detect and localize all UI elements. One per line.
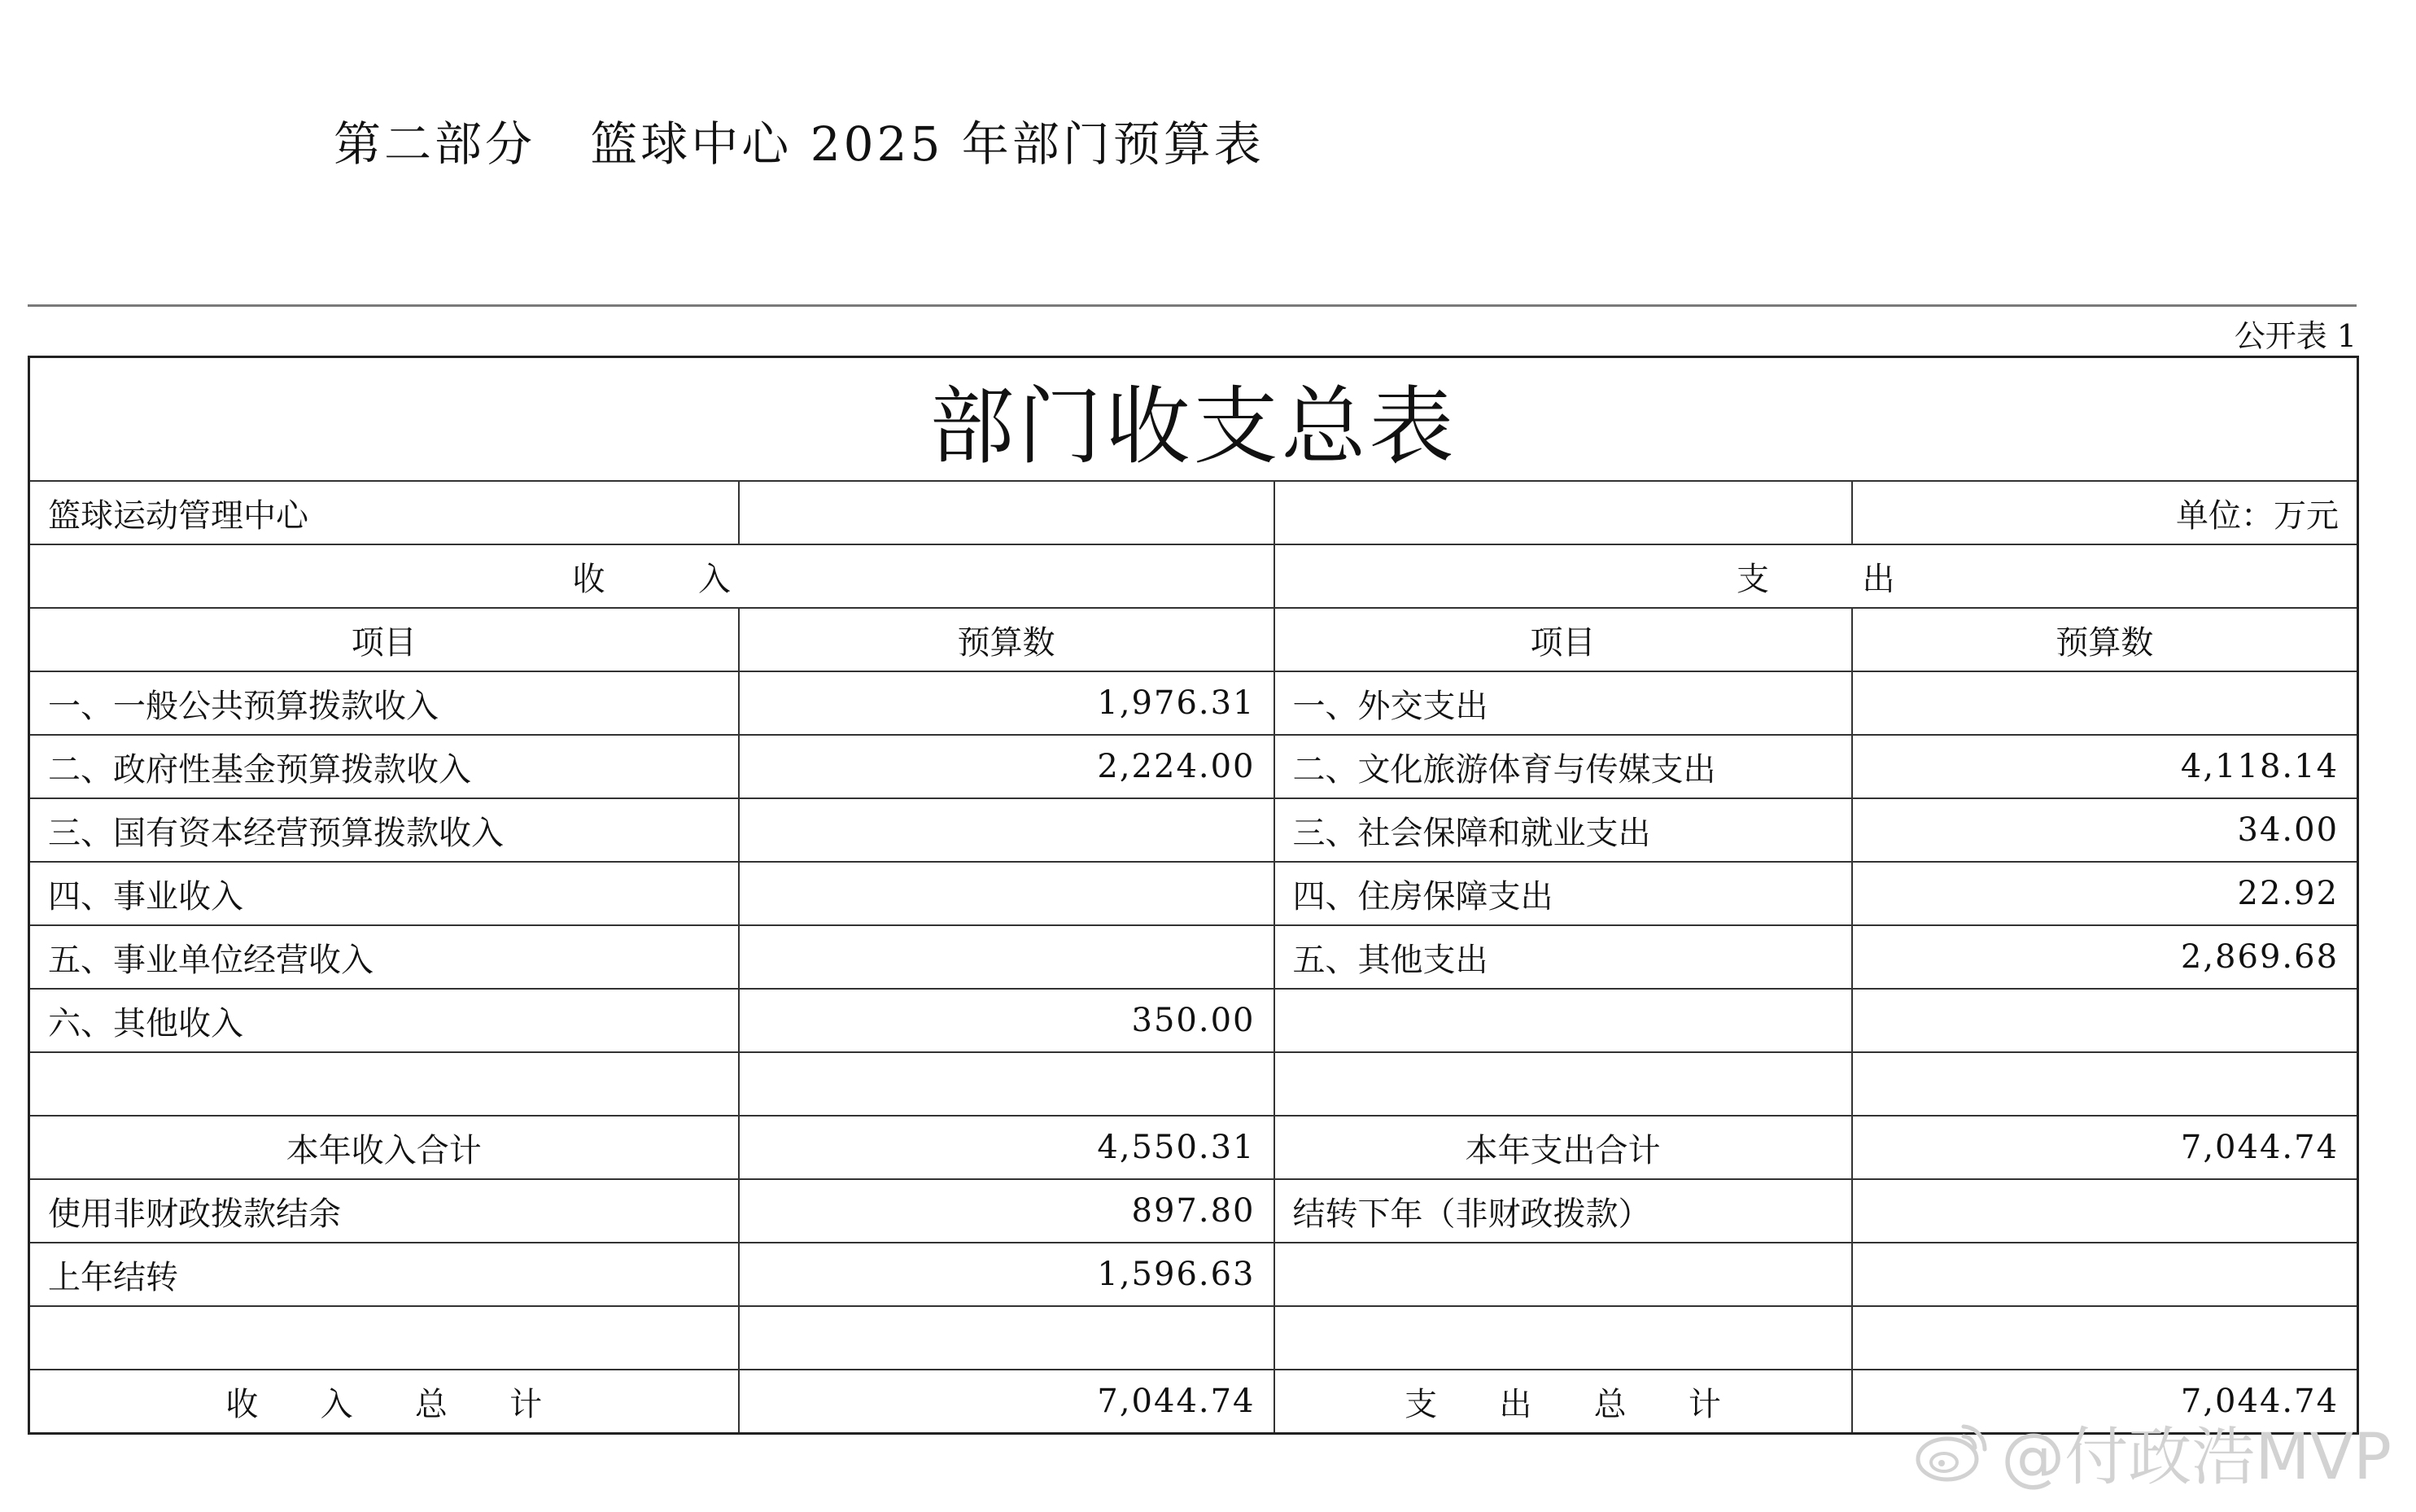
expense-item: 三、社会保障和就业支出 bbox=[1274, 798, 1852, 862]
expense-total-label: 支 出 总 计 bbox=[1274, 1370, 1852, 1434]
income-item: 使用非财政拨款结余 bbox=[29, 1179, 739, 1243]
income-item: 二、政府性基金预算拨款收入 bbox=[29, 735, 739, 798]
unit-row bbox=[29, 481, 2358, 544]
expense-item: 结转下年（非财政拨款） bbox=[1274, 1179, 1852, 1243]
expense-budget-header: 预算数 bbox=[1852, 608, 2358, 671]
expense-item: 五、其他支出 bbox=[1274, 925, 1852, 989]
expense-section-header: 支 出 bbox=[1274, 544, 2358, 608]
expense-item: 一、外交支出 bbox=[1274, 671, 1852, 735]
income-value bbox=[739, 862, 1274, 925]
income-total-label: 收 入 总 计 bbox=[29, 1370, 739, 1434]
expense-item bbox=[1274, 1243, 1852, 1306]
income-value bbox=[739, 925, 1274, 989]
unit-label: 单位：万元 bbox=[1852, 481, 2358, 544]
expense-item: 四、住房保障支出 bbox=[1274, 862, 1852, 925]
weibo-icon bbox=[1915, 1420, 1990, 1484]
table-row bbox=[29, 989, 2358, 1052]
watermark-text: @付政浩MVP bbox=[2001, 1421, 2392, 1494]
income-subtotal-value: 4,550.31 bbox=[739, 1116, 1274, 1179]
expense-item bbox=[1274, 1052, 1852, 1116]
table-row bbox=[29, 1179, 2358, 1243]
income-value: 2,224.00 bbox=[739, 735, 1274, 798]
expense-item bbox=[1274, 989, 1852, 1052]
table-row bbox=[29, 1243, 2358, 1306]
budget-summary-table bbox=[28, 356, 2359, 1435]
income-item: 三、国有资本经营预算拨款收入 bbox=[29, 798, 739, 862]
income-value: 897.80 bbox=[739, 1179, 1274, 1243]
income-item: 上年结转 bbox=[29, 1243, 739, 1306]
table-row bbox=[29, 1306, 2358, 1370]
unit-row-blank bbox=[1274, 481, 1852, 544]
expense-value bbox=[1852, 1179, 2358, 1243]
expense-value bbox=[1852, 1243, 2358, 1306]
table-row bbox=[29, 1052, 2358, 1116]
income-section-header: 收 入 bbox=[29, 544, 1274, 608]
expense-subtotal-value: 7,044.74 bbox=[1852, 1116, 2358, 1179]
income-value bbox=[739, 798, 1274, 862]
form-number: 公开表 1 bbox=[2234, 318, 2357, 354]
income-item bbox=[29, 1306, 739, 1370]
income-item: 五、事业单位经营收入 bbox=[29, 925, 739, 989]
income-item: 一、一般公共预算拨款收入 bbox=[29, 671, 739, 735]
expense-value: 4,118.14 bbox=[1852, 735, 2358, 798]
income-value: 1,596.63 bbox=[739, 1243, 1274, 1306]
table-title: 部门收支总表 bbox=[29, 357, 2358, 482]
income-item-header: 项目 bbox=[29, 608, 739, 671]
unit-row-blank bbox=[739, 481, 1274, 544]
income-subtotal-label: 本年收入合计 bbox=[29, 1116, 739, 1179]
income-budget-header: 预算数 bbox=[739, 608, 1274, 671]
expense-total-value: 7,044.74 bbox=[1852, 1370, 2358, 1434]
org-name: 篮球运动管理中心 bbox=[29, 481, 739, 544]
table-row bbox=[29, 798, 2358, 862]
income-value bbox=[739, 1052, 1274, 1116]
section-header-row bbox=[29, 544, 2358, 608]
subtotal-row bbox=[29, 1116, 2358, 1179]
table-row bbox=[29, 862, 2358, 925]
expense-value: 2,869.68 bbox=[1852, 925, 2358, 989]
income-total-value: 7,044.74 bbox=[739, 1370, 1274, 1434]
income-value: 350.00 bbox=[739, 989, 1274, 1052]
page-heading: 第二部分 篮球中心 2025 年部门预算表 bbox=[334, 116, 1265, 172]
expense-value: 22.92 bbox=[1852, 862, 2358, 925]
header-rule bbox=[28, 304, 2357, 307]
expense-item: 二、文化旅游体育与传媒支出 bbox=[1274, 735, 1852, 798]
expense-value bbox=[1852, 1306, 2358, 1370]
column-header-row bbox=[29, 608, 2358, 671]
expense-value bbox=[1852, 1052, 2358, 1116]
income-item: 四、事业收入 bbox=[29, 862, 739, 925]
income-value: 1,976.31 bbox=[739, 671, 1274, 735]
expense-value bbox=[1852, 671, 2358, 735]
table-row bbox=[29, 925, 2358, 989]
table-row bbox=[29, 671, 2358, 735]
table-row bbox=[29, 735, 2358, 798]
expense-item-header: 项目 bbox=[1274, 608, 1852, 671]
income-item: 六、其他收入 bbox=[29, 989, 739, 1052]
expense-value bbox=[1852, 989, 2358, 1052]
income-value bbox=[739, 1306, 1274, 1370]
income-item bbox=[29, 1052, 739, 1116]
watermark bbox=[1915, 1406, 2392, 1497]
table-title-row bbox=[29, 357, 2358, 482]
expense-value: 34.00 bbox=[1852, 798, 2358, 862]
expense-subtotal-label: 本年支出合计 bbox=[1274, 1116, 1852, 1179]
expense-item bbox=[1274, 1306, 1852, 1370]
